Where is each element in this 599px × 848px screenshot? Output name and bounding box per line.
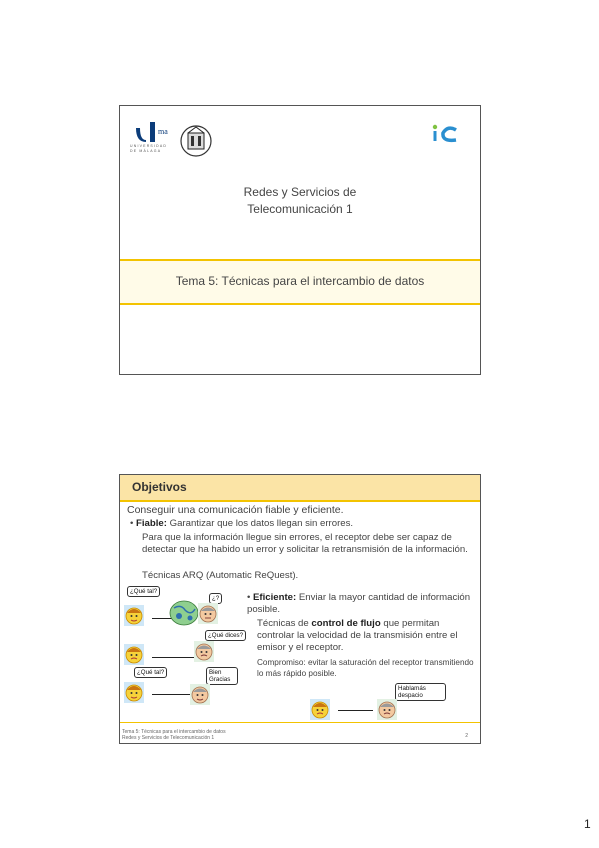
arrow-right	[152, 694, 190, 695]
sender-face-icon	[124, 605, 144, 626]
receiver-face-icon	[194, 641, 214, 662]
receiver-face-icon	[190, 684, 210, 705]
uma-logo-text: ma	[158, 127, 168, 136]
arq-text: Técnicas ARQ (Automatic ReQuest).	[142, 570, 299, 581]
speech-bubble: ¿Qué dices?	[205, 630, 246, 641]
receiver-face-icon	[198, 603, 218, 624]
flujo-pre: Técnicas de	[257, 618, 312, 629]
slide-number: 2	[465, 733, 468, 739]
course-title	[120, 184, 480, 218]
slide-header	[120, 475, 480, 502]
page-number: 1	[584, 817, 591, 831]
fiable-label: Fiable:	[136, 518, 167, 529]
receiver-face-icon	[377, 699, 397, 720]
fiable-detail: Para que la información llegue sin errores, el receptor debe ser capaz de detectar que ha habido un error y solicitar la retransmisión de la información.	[142, 532, 468, 555]
title-slide	[119, 105, 481, 375]
course-title-line2: Telecomunicación 1	[247, 202, 353, 216]
globe-icon	[169, 600, 199, 626]
university-crest-icon	[178, 124, 214, 158]
eficiente-label: Eficiente:	[253, 592, 297, 603]
speech-bubble: Bien Gracias	[206, 667, 238, 685]
fiable-bullet: • Fiable: Garantizar que los datos llegan sin errores.	[130, 518, 354, 529]
arrow-bidirectional	[338, 710, 373, 711]
speech-bubble: Hablamás despacio	[395, 683, 446, 701]
sender-face-icon	[124, 682, 144, 703]
intro-text: Conseguir una comunicación fiable y eficiente.	[127, 504, 344, 516]
flujo-post: que permitan controlar la velocidad de la transmisión entre el emisor y el receptor.	[257, 618, 458, 653]
footer-line1: Tema 5: Técnicas para el intercambio de datos	[122, 729, 226, 735]
compromiso-text: Compromiso: evitar la saturación del receptor transmitiendo lo más rápido posible.	[257, 658, 474, 678]
speech-bubble: ¿Qué tal?	[134, 667, 167, 678]
arrow-left	[152, 657, 195, 658]
eficiente-bullet: • Eficiente: Enviar la mayor cantidad de información posible.	[247, 592, 471, 615]
lesson-title: Tema 5: Técnicas para el intercambio de datos	[175, 274, 425, 288]
objectives-slide	[119, 474, 481, 744]
subtitle-band	[120, 259, 480, 305]
slide-footer	[122, 729, 226, 741]
speech-bubble: ¿?	[209, 593, 222, 604]
sender-face-icon	[124, 644, 144, 665]
slide-title: Objetivos	[132, 480, 187, 494]
course-title-line1: Redes y Servicios de	[243, 185, 357, 199]
speech-bubble: ¿Qué tal?	[127, 586, 160, 597]
footer-divider	[120, 722, 480, 723]
sender-face-icon	[310, 699, 330, 720]
ic-logo-icon	[430, 122, 462, 144]
footer-line2: Redes y Servicios de Telecomunicación 1	[122, 735, 215, 741]
flujo-bold: control de flujo	[311, 618, 381, 629]
flujo-text	[257, 618, 479, 654]
university-name: UNIVERSIDAD DE MÁLAGA	[130, 144, 168, 153]
eficiente-text: Enviar la mayor cantidad de información posible.	[247, 592, 471, 615]
fiable-text: Garantizar que los datos llegan sin errores.	[166, 518, 354, 529]
